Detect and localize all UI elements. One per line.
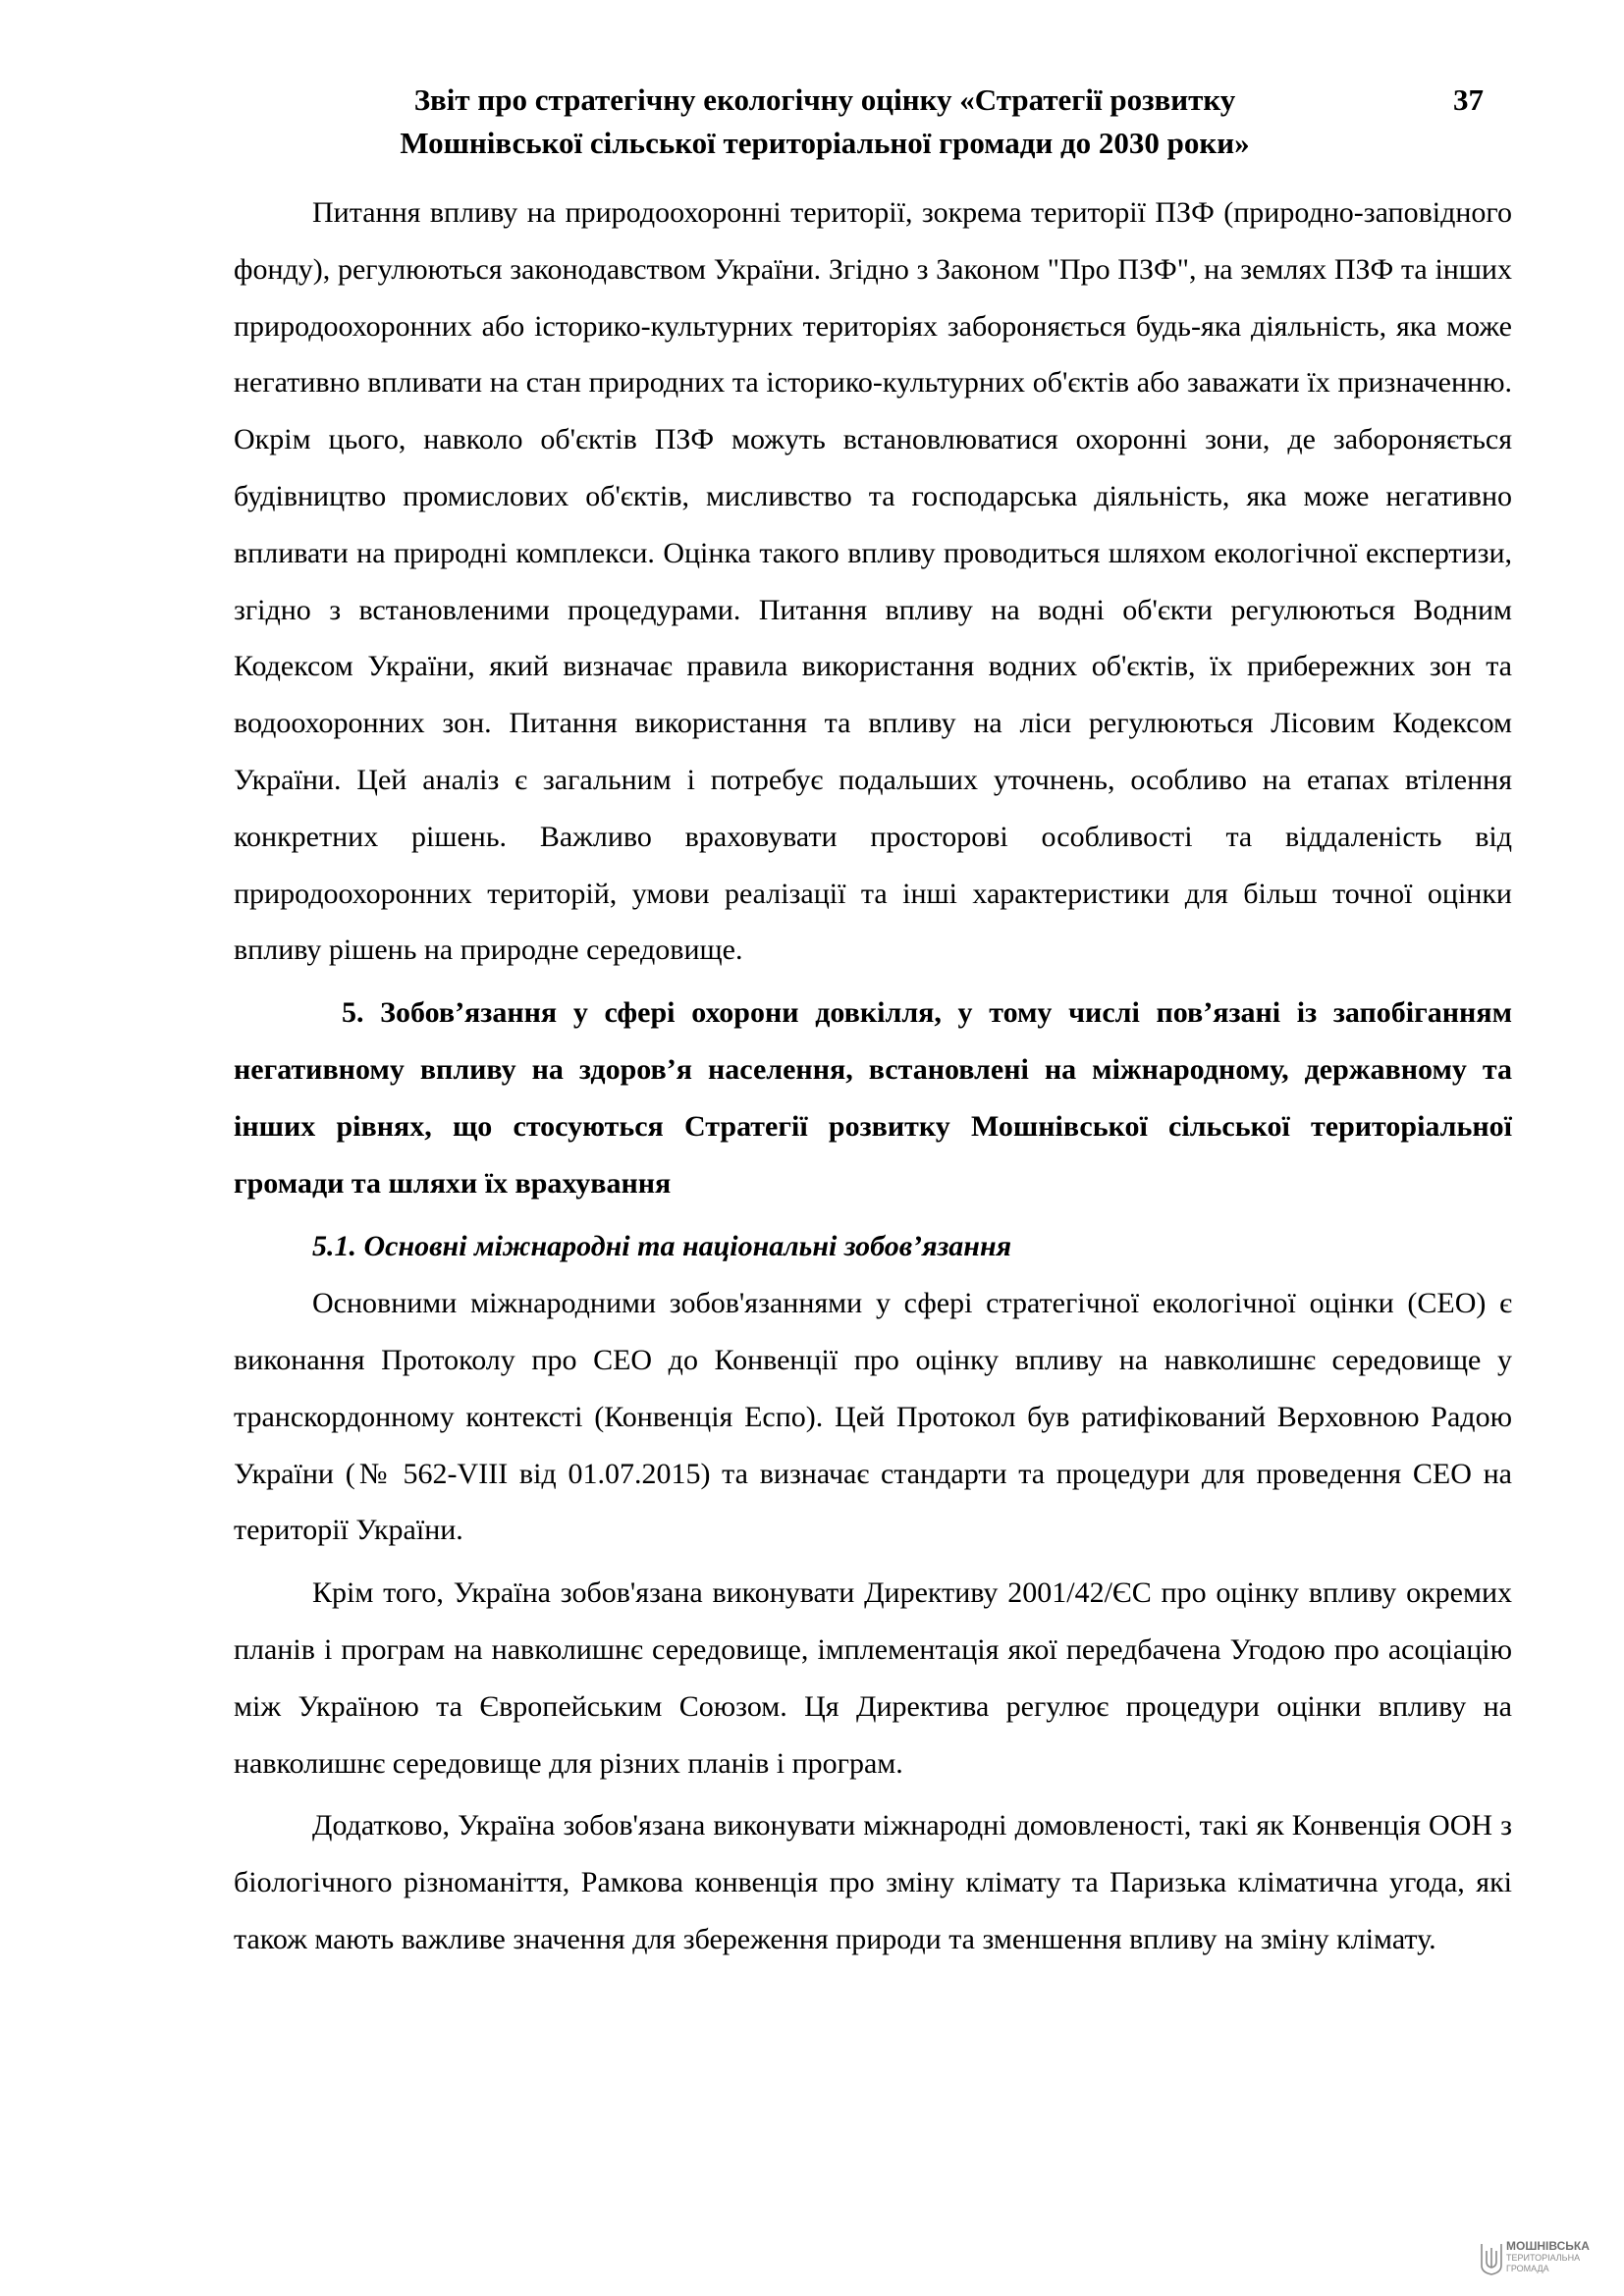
section-heading: 5. Зобов’язання у сфері охорони довкілля, у тому числі пов’язані із запобіганням негативному впливу на здоров’я населення, встановлені на міжнародному, державному та інших рівнях, що стосуються Стратегії розвитку Мошнівської сільської територіальної громади та шляхи їх врахування — [234, 996, 1512, 1201]
logo-name: МОШНІВСЬКА — [1506, 2239, 1590, 2253]
page-number: 37 — [1453, 82, 1484, 117]
subsection-heading: 5.1. Основні міжнародні та національні зобов’язання — [312, 1230, 1012, 1263]
document-body — [234, 185, 1512, 1968]
report-title-line1: Звіт про стратегічну екологічну оцінку «Стратегії розвитку — [413, 82, 1236, 117]
page-header — [236, 79, 1512, 167]
logo-subtitle: ТЕРИТОРІАЛЬНА — [1506, 2253, 1581, 2263]
community-logo — [1481, 2238, 1618, 2287]
trident-emblem-icon — [1481, 2242, 1502, 2275]
logo-subtitle-2: ГРОМАДА — [1506, 2264, 1549, 2273]
report-title — [236, 79, 1414, 165]
report-title-line2: Мошнівської сільської територіальної громади до 2030 роки» — [400, 126, 1250, 160]
paragraph-international-agreements: Додатково, Україна зобов'язана виконувати міжнародні домовленості, такі як Конвенція ООН з біологічного різноманіття, Рамкова конвенція про зміну клімату та Паризька кліматична угода, які також мають важливе значення для збереження природи та зменшення впливу на зміну клімату. — [234, 1809, 1512, 1955]
paragraph-protected-areas: Питання впливу на природоохоронні території, зокрема території ПЗФ (природно-заповідного фонду), регулюються законодавством України. Згідно з Законом "Про ПЗФ", на землях ПЗФ та інших природоохоронних або історико-культурних територіях забороняється будь-яка діяльність, яка може негативно впливати на стан природних та історико-культурних об'єктів або заважати їх призначенню. Окрім цього, навколо об'єктів ПЗФ можуть встановлюватися охоронні зони, де забороняється будівництво промислових об'єктів, мисливство та господарська діяльність, яка може негативно впливати на природні комплекси. Оцінка такого впливу проводиться шляхом екологічної експертизи, згідно з встановленими процедурами. Питання впливу на водні об'єкти регулюються Водним Кодексом України, який визначає правила використання водних об'єктів, їх прибережних зон та водоохоронних зон. Питання використання та впливу на ліси регулюються Лісовим Кодексом України. Цей аналіз є загальним і потребує подальших уточнень, особливо на етапах втілення конкретних рішень. Важливо враховувати просторові особливості та віддаленість від природоохоронних територій, умови реалізації та інші характеристики для більш точної оцінки впливу рішень на природне середовище. — [234, 196, 1512, 967]
paragraph-sea-protocol: Основними міжнародними зобов'язаннями у сфері стратегічної екологічної оцінки (СЕО) є виконання Протоколу про СЕО до Конвенції про оцінку впливу на навколишнє середовище у транскордонному контексті (Конвенція Еспо). Цей Протокол був ратифікований Верховною Радою України (№ 562-VIII від 01.07.2015) та визначає стандарти та процедури для проведення СЕО на території України. — [234, 1287, 1512, 1547]
paragraph-eu-directive: Крім того, Україна зобов'язана виконувати Директиву 2001/42/ЄС про оцінку впливу окремих планів і програм на навколишнє середовище, імплементація якої передбачена Угодою про асоціацію між Україною та Європейським Союзом. Ця Директива регулює процедури оцінки впливу на навколишнє середовище для різних планів і програм. — [234, 1576, 1512, 1780]
